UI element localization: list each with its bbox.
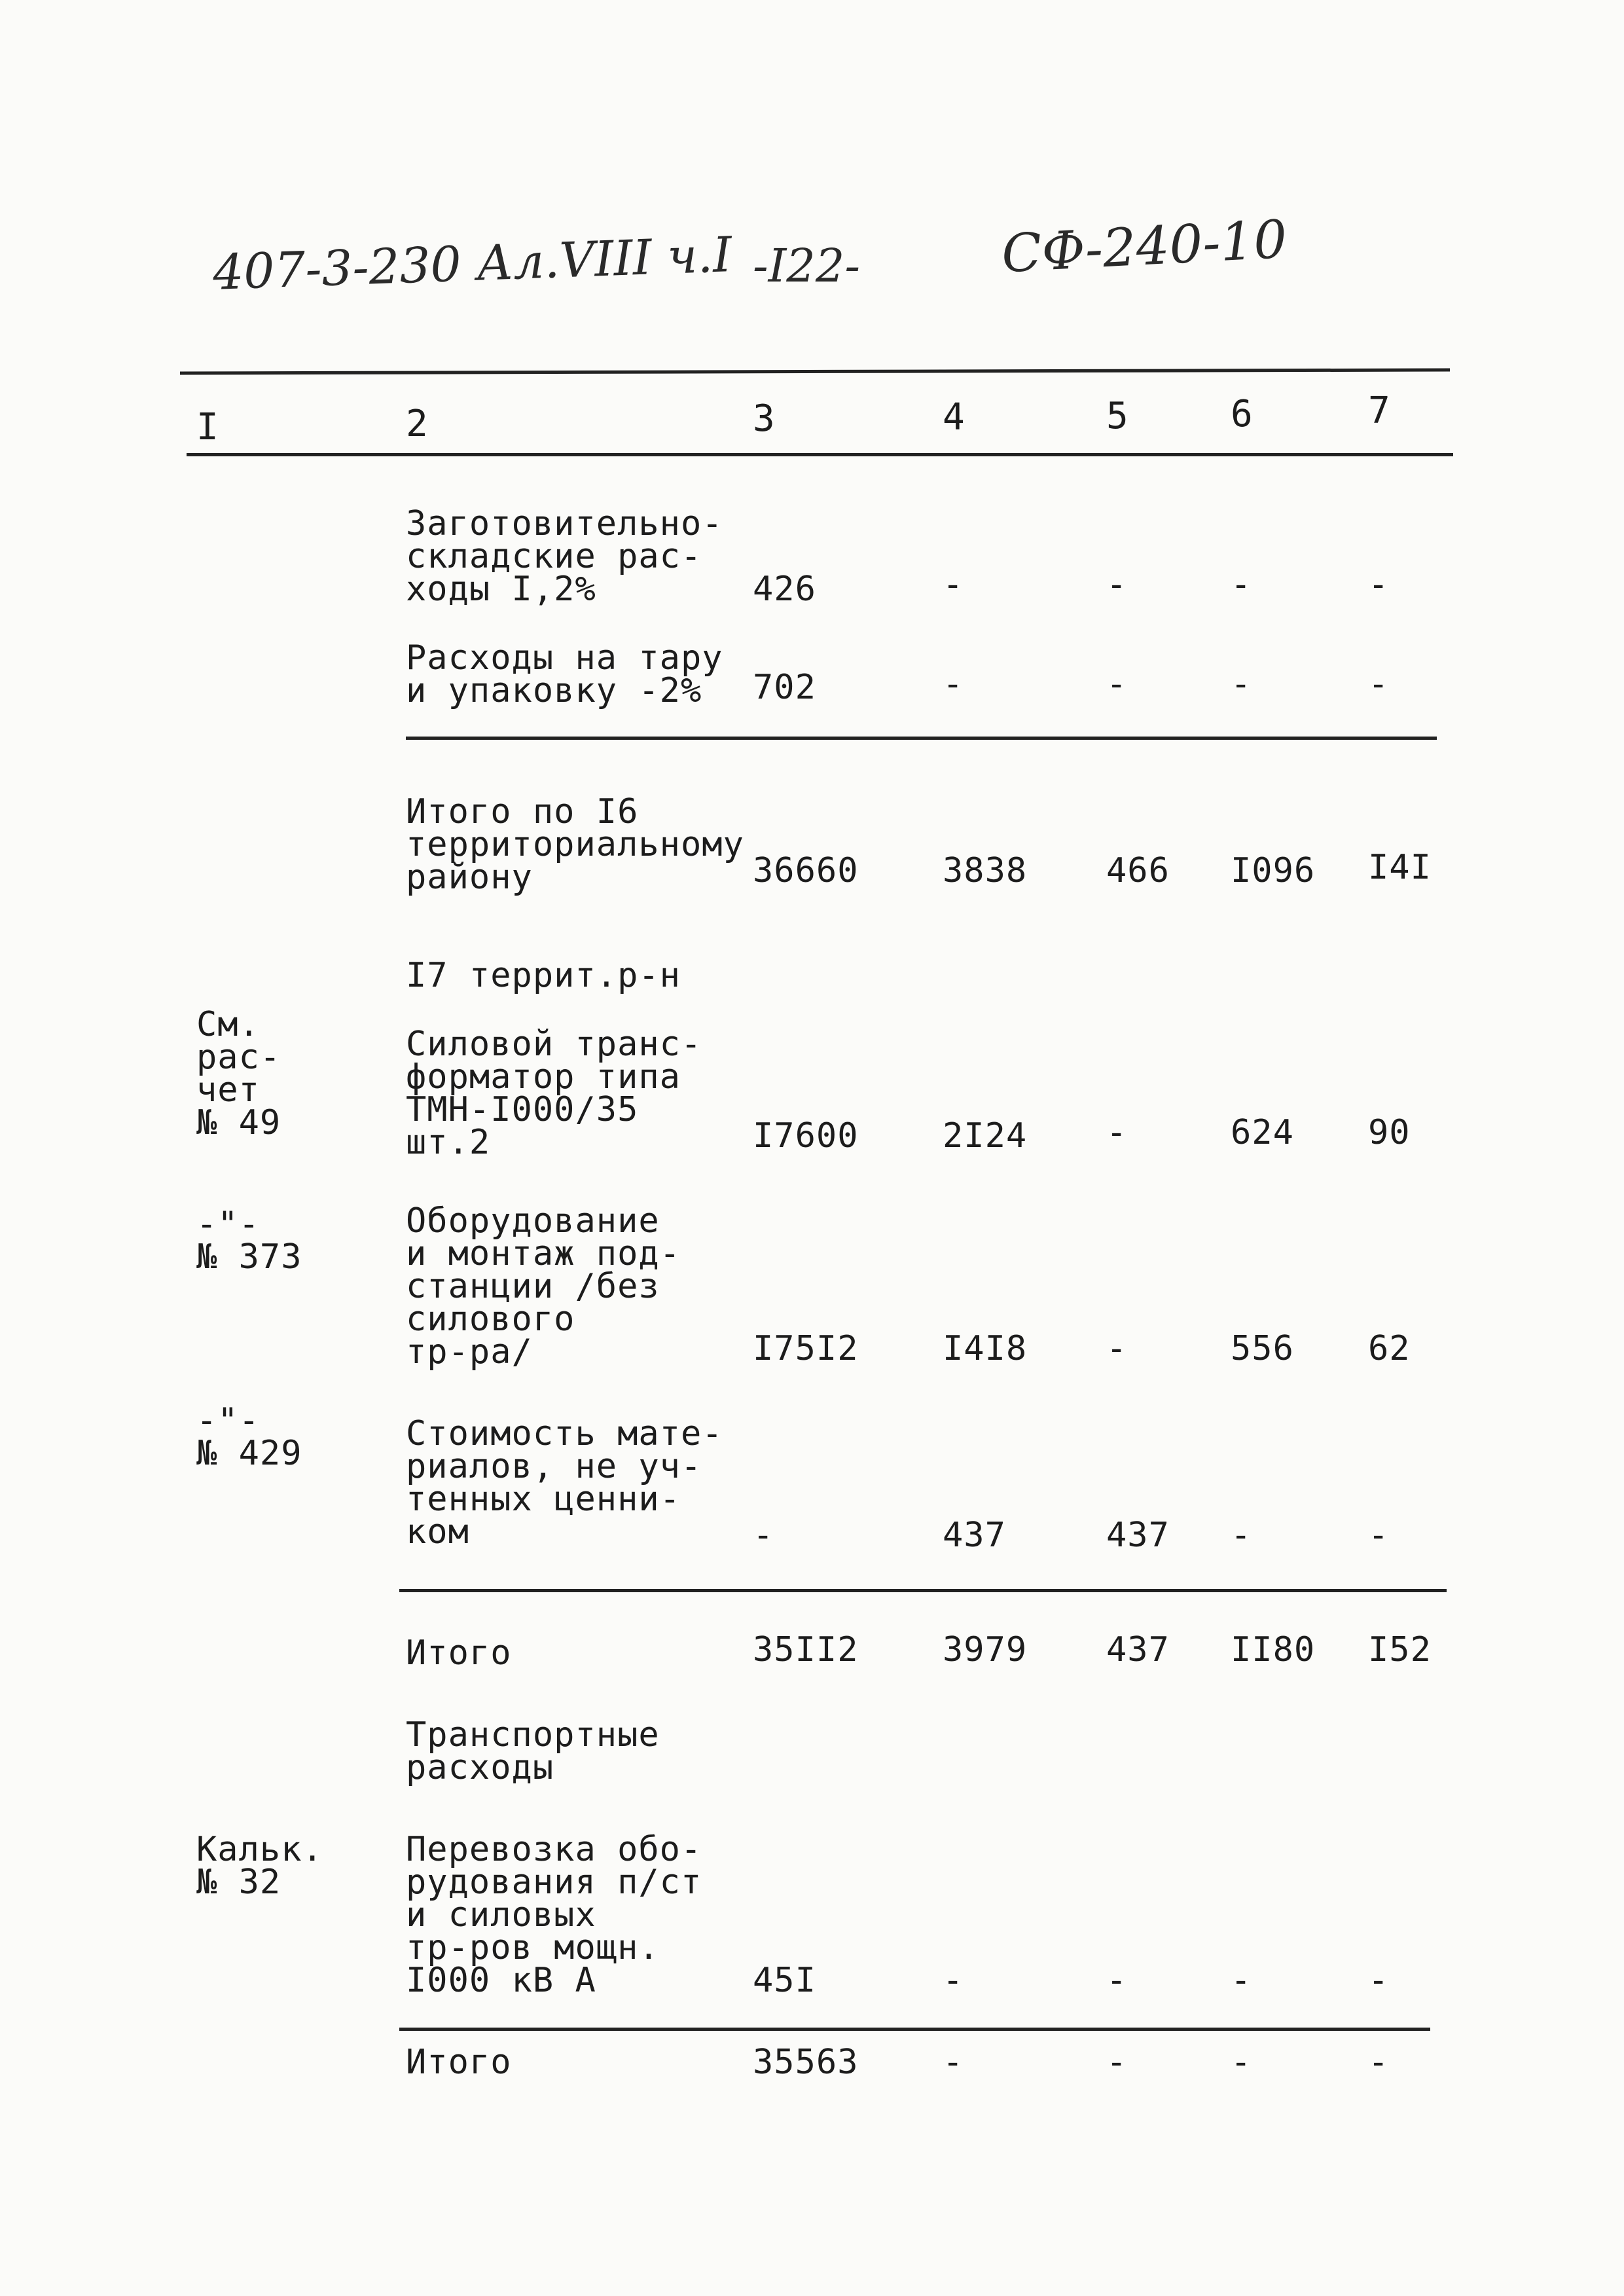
row-6-col-6: 556 xyxy=(1231,1329,1294,1368)
document-code: 407-3-230 Ал.VIII ч.I xyxy=(211,227,733,301)
row-8-col-4: 3979 xyxy=(943,1630,1028,1669)
row-1-col-6: - xyxy=(1231,565,1252,604)
row-10-reference: Кальк. № 32 xyxy=(196,1830,323,1902)
row-6-reference: -"- № 373 xyxy=(196,1205,302,1277)
row-9-section-title: Транспортные расходы xyxy=(406,1715,660,1787)
row-11-col-4: - xyxy=(943,2043,964,2082)
table-header-rule xyxy=(187,453,1453,456)
column-header-7: 7 xyxy=(1368,390,1390,432)
row-7-col-4: 437 xyxy=(943,1516,1006,1555)
row-8-col-6: II80 xyxy=(1231,1630,1316,1669)
row-6-description: Оборудование и монтаж под- станции /без силового тр-ра/ xyxy=(406,1201,681,1372)
row-10-col-5: - xyxy=(1106,1961,1128,2000)
row-6-col-7: 62 xyxy=(1368,1329,1411,1368)
column-header-2: 2 xyxy=(406,403,428,445)
row-3-col-6: I096 xyxy=(1231,851,1316,890)
page-number: -I22- xyxy=(753,239,861,293)
row-11-col-6: - xyxy=(1231,2043,1252,2082)
row-1-col-4: - xyxy=(943,565,964,604)
row-8-col-3: 35II2 xyxy=(753,1630,859,1669)
row-2-col-7: - xyxy=(1368,665,1390,704)
row-11-col-3: 35563 xyxy=(753,2043,859,2082)
row-7-reference: -"- № 429 xyxy=(196,1401,302,1473)
column-header-6: 6 xyxy=(1231,393,1253,435)
row-5-col-6: 624 xyxy=(1231,1113,1294,1152)
row-6-col-3: I75I2 xyxy=(753,1329,859,1368)
column-header-3: 3 xyxy=(753,397,775,440)
total-rule xyxy=(399,2028,1430,2031)
row-3-col-7: I4I xyxy=(1368,848,1432,887)
row-5-col-3: I7600 xyxy=(753,1116,859,1156)
row-3-col-4: 3838 xyxy=(943,851,1028,890)
row-3-col-5: 466 xyxy=(1106,851,1170,890)
row-7-col-7: - xyxy=(1368,1516,1390,1555)
row-7-description: Стоимость мате- риалов, не уч- тенных ценни- ком xyxy=(406,1414,723,1552)
row-8-col-5: 437 xyxy=(1106,1630,1170,1669)
row-1-description: Заготовительно- складские рас- ходы I,2% xyxy=(406,504,723,609)
row-2-col-5: - xyxy=(1106,665,1128,704)
row-7-col-6: - xyxy=(1231,1516,1252,1555)
row-3-description: Итого по I6 территориальному району xyxy=(406,792,744,897)
column-header-4: 4 xyxy=(943,396,965,439)
row-5-description: Силовой транс- форматор типа ТМН-I000/35 шт.2 xyxy=(406,1025,702,1162)
row-5-col-5: - xyxy=(1106,1113,1128,1152)
row-8-col-7: I52 xyxy=(1368,1630,1432,1669)
row-8-description: Итого xyxy=(406,1633,512,1673)
row-2-col-4: - xyxy=(943,665,964,704)
row-7-col-5: 437 xyxy=(1106,1516,1170,1555)
row-6-col-4: I4I8 xyxy=(943,1329,1028,1368)
row-10-description: Перевозка обо- рудования п/ст и силовых тр-ров мощн. I000 кВ А xyxy=(406,1830,702,2000)
row-10-col-3: 45I xyxy=(753,1961,816,2000)
row-11-description: Итого xyxy=(406,2043,512,2082)
row-2-description: Расходы на тару и упаковку -2% xyxy=(406,638,723,710)
row-3-col-3: 36660 xyxy=(753,851,859,890)
row-5-col-4: 2I24 xyxy=(943,1116,1028,1156)
row-5-reference: См. рас- чет № 49 xyxy=(196,1005,281,1142)
row-1-col-5: - xyxy=(1106,565,1128,604)
row-2-col-6: - xyxy=(1231,665,1252,704)
row-5-col-7: 90 xyxy=(1368,1113,1411,1152)
column-header-1: I xyxy=(196,406,219,448)
row-11-col-7: - xyxy=(1368,2043,1390,2082)
subtotal-rule-2 xyxy=(399,1589,1447,1592)
row-10-col-6: - xyxy=(1231,1961,1252,2000)
row-4-section-title: I7 террит.р-н xyxy=(406,956,681,995)
row-10-col-7: - xyxy=(1368,1961,1390,2000)
sheet-code: СФ-240-10 xyxy=(1000,208,1289,285)
row-1-col-7: - xyxy=(1368,565,1390,604)
row-10-col-4: - xyxy=(943,1961,964,2000)
subtotal-rule-1 xyxy=(406,737,1437,740)
row-1-col-3: 426 xyxy=(753,570,816,609)
row-11-col-5: - xyxy=(1106,2043,1128,2082)
row-6-col-5: - xyxy=(1106,1329,1128,1368)
column-header-5: 5 xyxy=(1106,395,1128,437)
table-top-rule xyxy=(180,368,1450,374)
row-2-col-3: 702 xyxy=(753,668,816,707)
row-7-col-3: - xyxy=(753,1516,774,1555)
